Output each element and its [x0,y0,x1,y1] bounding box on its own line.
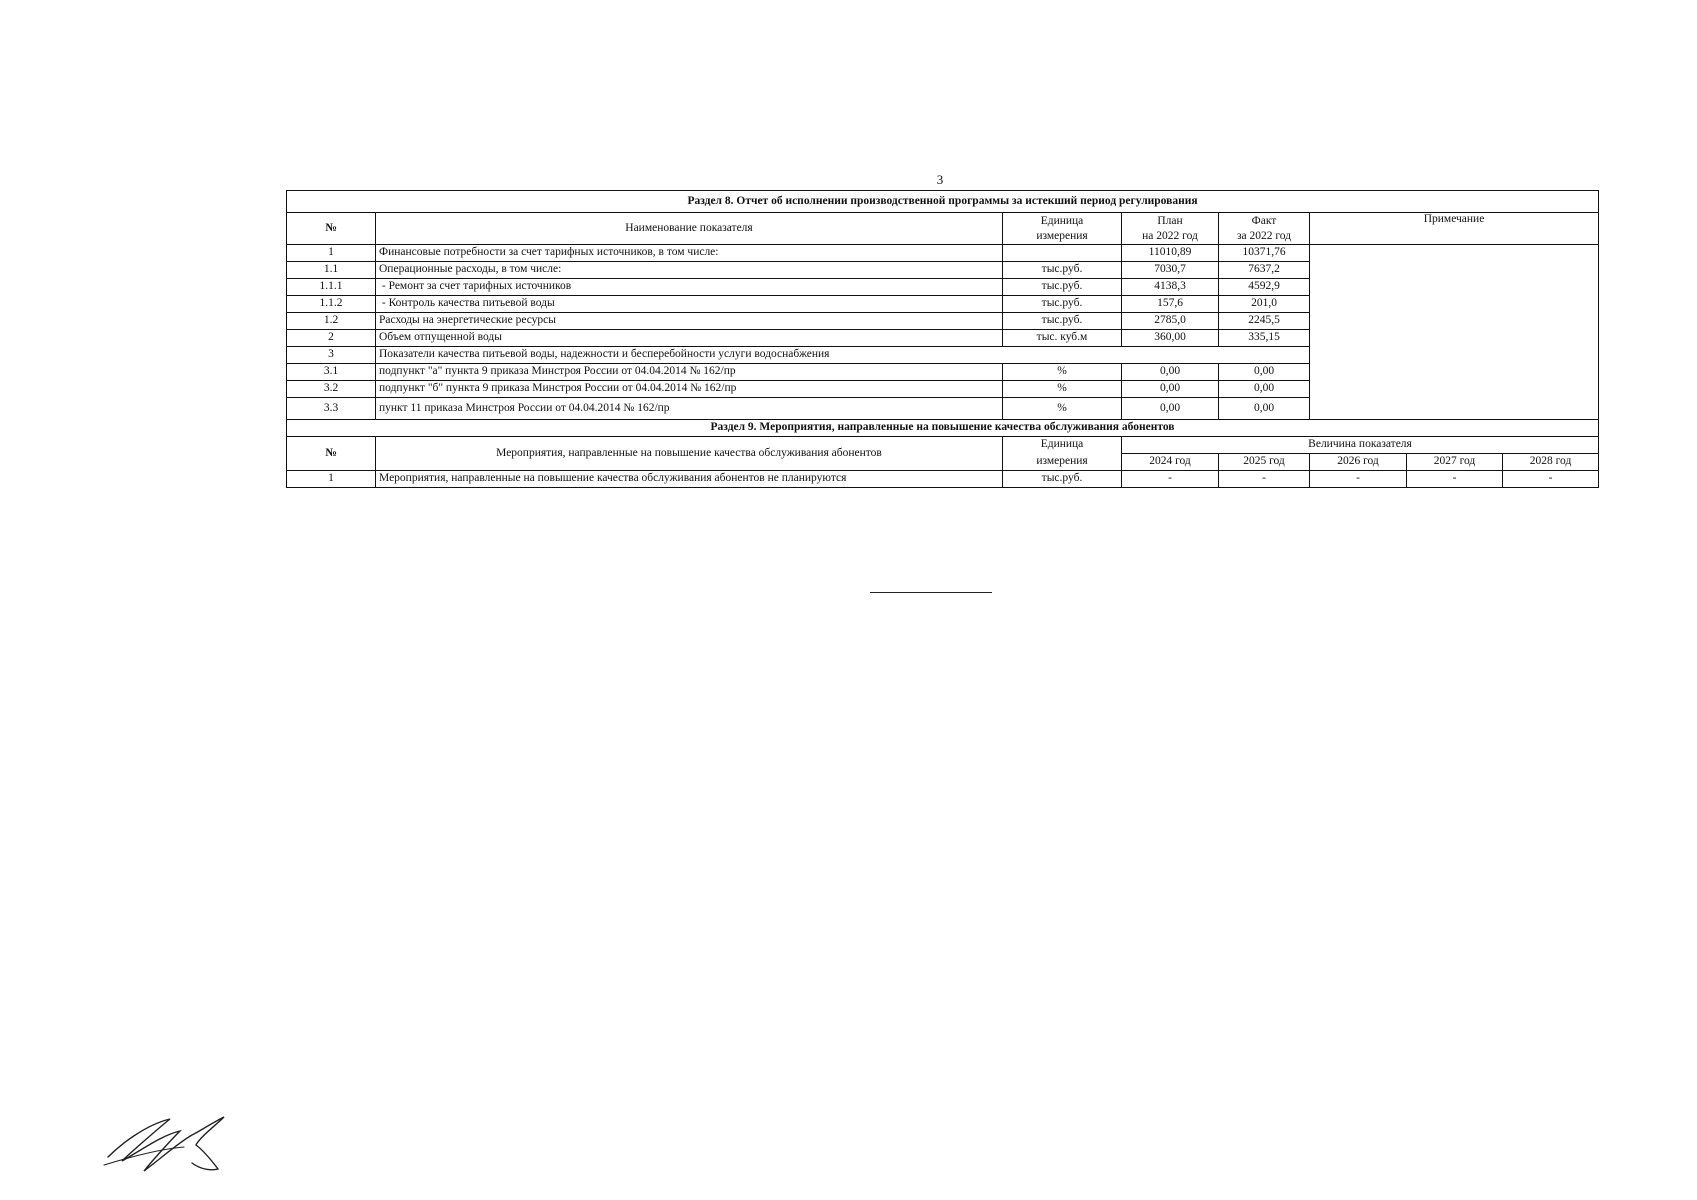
row-plan: 2785,0 [1122,313,1219,330]
row-fact: 2245,5 [1219,313,1310,330]
row-num: 1.1.1 [287,279,376,296]
row-num: 3.2 [287,381,376,398]
header-unit-line2: измерения [1036,229,1088,242]
row-fact: 335,15 [1219,330,1310,347]
s9-header-value-group: Величина показателя [1122,437,1599,454]
row-plan: 157,6 [1122,296,1219,313]
header-note: Примечание [1310,213,1599,245]
header-plan [1122,213,1219,245]
header-plan-line1: План [1157,214,1183,227]
row-fact: 4592,9 [1219,279,1310,296]
s9-row-num: 1 [287,471,376,488]
row-fact: 201,0 [1219,296,1310,313]
note-cell [1310,245,1599,420]
row-fact: 0,00 [1219,364,1310,381]
row-name: Показатели качества питьевой воды, надежности и бесперебойности услуги водоснабжения [376,347,1310,364]
section8-title: Раздел 8. Отчет об исполнении производственной программы за истекший период регулирования [287,191,1599,213]
row-unit: тыс.руб. [1003,313,1122,330]
s9-row-value: - [1407,471,1503,488]
table-row [287,471,1599,488]
row-fact: 0,00 [1219,398,1310,420]
row-name: пункт 11 приказа Минстроя России от 04.04.2014 № 162/пр [376,398,1003,420]
header-unit [1003,213,1122,245]
header-num: № [287,213,376,245]
table-row [287,245,1599,262]
row-name: Операционные расходы, в том числе: [376,262,1003,279]
row-plan: 4138,3 [1122,279,1219,296]
row-name: Расходы на энергетические ресурсы [376,313,1003,330]
row-unit: % [1003,381,1122,398]
s9-header-year: 2027 год [1407,454,1503,471]
header-fact-line1: Факт [1251,214,1277,227]
row-plan: 0,00 [1122,381,1219,398]
row-plan: 360,00 [1122,330,1219,347]
row-unit: % [1003,398,1122,420]
row-name: - Контроль качества питьевой воды [376,296,1003,313]
row-unit [1003,245,1122,262]
s9-header-year: 2025 год [1219,454,1310,471]
row-unit: тыс.руб. [1003,279,1122,296]
row-fact: 7637,2 [1219,262,1310,279]
row-unit: % [1003,364,1122,381]
s9-row-name: Мероприятия, направленные на повышение качества обслуживания абонентов не планируются [376,471,1003,488]
row-name: подпункт "а" пункта 9 приказа Минстроя России от 04.04.2014 № 162/пр [376,364,1003,381]
section9-title: Раздел 9. Мероприятия, направленные на повышение качества обслуживания абонентов [287,420,1599,437]
s9-header-year: 2028 год [1503,454,1599,471]
row-num: 1.2 [287,313,376,330]
s9-row-value: - [1122,471,1219,488]
row-num: 1.1.2 [287,296,376,313]
row-name: подпункт "б" пункта 9 приказа Минстроя России от 04.04.2014 № 162/пр [376,381,1003,398]
report-table [286,190,1599,488]
row-name: Объем отпущенной воды [376,330,1003,347]
end-divider [870,592,992,593]
s9-row-value: - [1310,471,1407,488]
header-name: Наименование показателя [376,213,1003,245]
header-fact [1219,213,1310,245]
s9-row-unit: тыс.руб. [1003,471,1122,488]
row-fact: 0,00 [1219,381,1310,398]
s9-header-num: № [287,437,376,471]
header-fact-line2: за 2022 год [1236,229,1292,242]
row-num: 1.1 [287,262,376,279]
signature-icon [100,1105,250,1180]
row-num: 2 [287,330,376,347]
row-unit: тыс.руб. [1003,296,1122,313]
s9-header-year: 2024 год [1122,454,1219,471]
row-plan: 7030,7 [1122,262,1219,279]
header-plan-line2: на 2022 год [1142,229,1198,242]
row-num: 3 [287,347,376,364]
section8-header-row [287,213,1599,245]
s9-header-unit-line1: Единица [1003,437,1122,454]
page-number: 3 [936,172,944,187]
row-num: 3.1 [287,364,376,381]
row-name: - Ремонт за счет тарифных источников [376,279,1003,296]
row-num: 1 [287,245,376,262]
section9-header-row [287,437,1599,454]
row-unit: тыс.руб. [1003,262,1122,279]
s9-row-value: - [1503,471,1599,488]
row-plan: 0,00 [1122,364,1219,381]
row-plan: 11010,89 [1122,245,1219,262]
s9-header-name: Мероприятия, направленные на повышение качества обслуживания абонентов [376,437,1003,471]
row-name: Финансовые потребности за счет тарифных источников, в том числе: [376,245,1003,262]
row-plan: 0,00 [1122,398,1219,420]
header-unit-line1: Единица [1040,214,1084,227]
row-unit: тыс. куб.м [1003,330,1122,347]
s9-header-unit-line2: измерения [1003,454,1122,471]
row-num: 3.3 [287,398,376,420]
s9-row-value: - [1219,471,1310,488]
row-fact: 10371,76 [1219,245,1310,262]
s9-header-year: 2026 год [1310,454,1407,471]
